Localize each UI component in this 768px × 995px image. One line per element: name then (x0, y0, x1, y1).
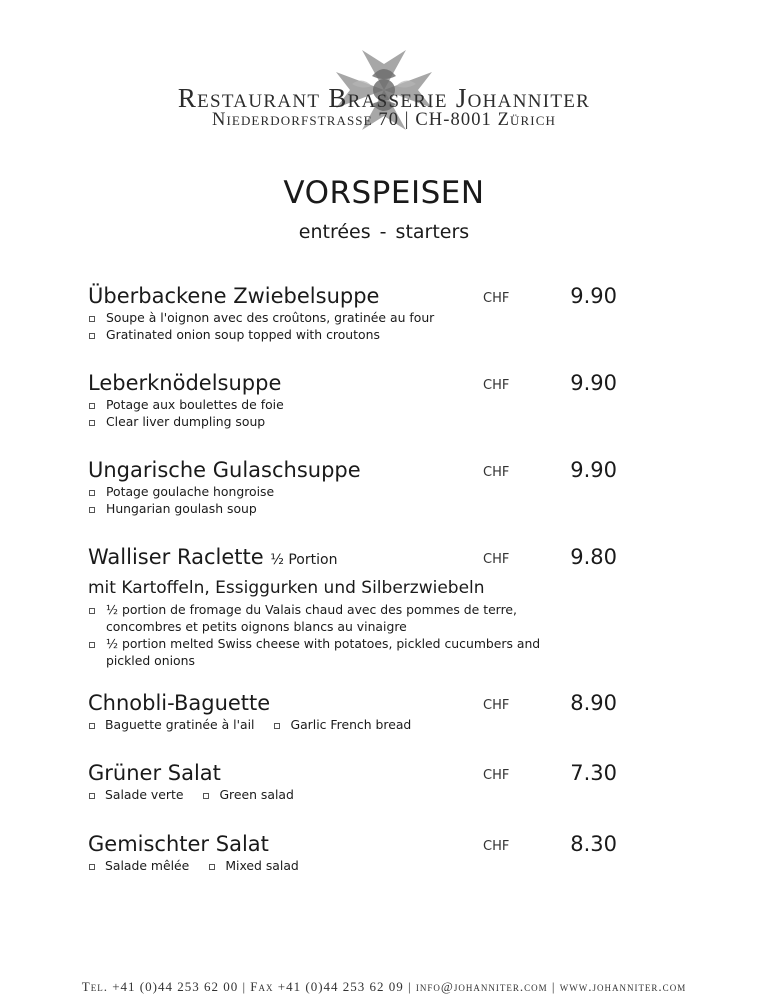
currency-label: CHF (483, 378, 510, 393)
currency-label: CHF (483, 698, 510, 713)
item-description: Potage aux boulettes de foie Clear liver dumpling soup (88, 396, 688, 430)
bullet-icon (89, 420, 95, 426)
item-name: Grüner Salat (88, 761, 221, 785)
item-name: Walliser Raclette (88, 545, 264, 569)
bullet-icon (89, 723, 95, 729)
bullet-icon (89, 316, 95, 322)
bullet-icon (274, 723, 280, 729)
item-description: Soupe à l'oignon avec des croûtons, gratinée au four Gratinated onion soup topped with croutons (88, 309, 688, 343)
bullet-icon (89, 642, 95, 648)
currency-label: CHF (483, 552, 510, 567)
bullet-icon (89, 490, 95, 496)
item-name: Überbackene Zwiebelsuppe (88, 284, 380, 308)
section-subtitle: entrées - starters (298, 221, 470, 243)
item-description: Baguette gratinée à l'ail Garlic French bread (88, 716, 688, 733)
item-price: 9.90 (570, 371, 617, 395)
bullet-icon (89, 507, 95, 513)
item-price: 9.90 (570, 284, 617, 308)
item-price: 8.30 (570, 832, 617, 856)
restaurant-address: Niederdorfstrasse 70 | CH-8001 Zürich (212, 110, 556, 130)
item-name: Gemischter Salat (88, 832, 269, 856)
item-name: Ungarische Gulaschsuppe (88, 458, 361, 482)
item-price: 7.30 (570, 761, 617, 785)
bullet-icon (89, 864, 95, 870)
currency-label: CHF (483, 768, 510, 783)
section-title: VORSPEISEN (283, 175, 485, 211)
item-subtitle: mit Kartoffeln, Essiggurken und Silberzwiebeln (88, 578, 485, 598)
bullet-icon (89, 793, 95, 799)
item-description: ½ portion de fromage du Valais chaud avec des pommes de terre, concombres et petits oignons blancs au vinaigre ½ portion melted Swiss cheese with potatoes, pickled cucumbers and pickled onions (88, 601, 568, 669)
item-price: 8.90 (570, 691, 617, 715)
item-description: Salade verte Green salad (88, 786, 688, 803)
restaurant-name: Restaurant Brasserie Johanniter (177, 83, 591, 113)
bullet-icon (203, 793, 209, 799)
item-portion: ½ Portion (270, 552, 338, 568)
item-description: Potage goulache hongroise Hungarian goulash soup (88, 483, 688, 517)
currency-label: CHF (483, 839, 510, 854)
item-name: Chnobli-Baguette (88, 691, 271, 715)
currency-label: CHF (483, 465, 510, 480)
item-price: 9.90 (570, 458, 617, 482)
currency-label: CHF (483, 291, 510, 306)
bullet-icon (209, 864, 215, 870)
bullet-icon (89, 608, 95, 614)
footer-contact: Tel. +41 (0)44 253 62 00 | Fax +41 (0)44 253 62 09 | info@johanniter.com | www.johanniter.com (81, 979, 687, 994)
bullet-icon (89, 403, 95, 409)
bullet-icon (89, 333, 95, 339)
item-name: Leberknödelsuppe (88, 371, 282, 395)
item-description: Salade mêlée Mixed salad (88, 857, 688, 874)
item-price: 9.80 (570, 545, 617, 569)
